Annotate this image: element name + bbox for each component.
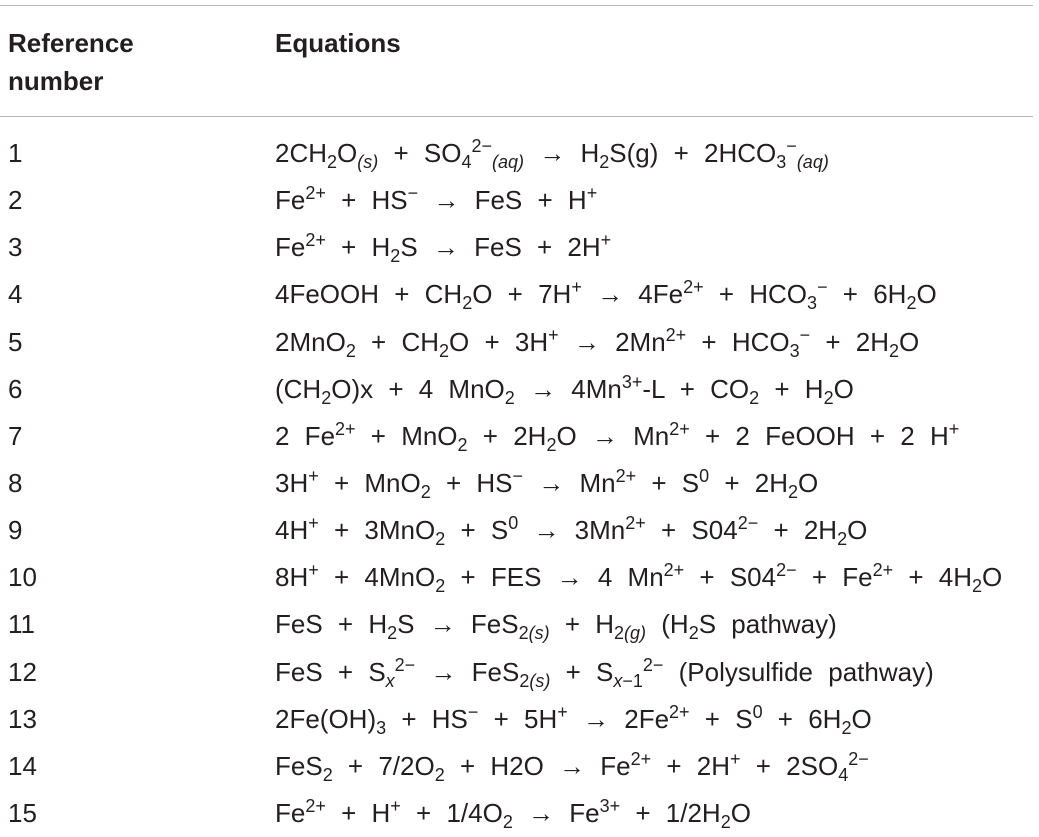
equation-segment: → FeS + H xyxy=(418,185,587,216)
equation-segment: + 7/2O xyxy=(332,750,435,781)
equation-segment: + xyxy=(548,324,559,345)
equation-segment: + CH xyxy=(355,326,440,357)
equation-segment: O xyxy=(982,562,1003,593)
table-row xyxy=(0,177,1039,224)
equation-segment: → Mn xyxy=(523,467,616,498)
equation-segment: 2+ xyxy=(305,795,326,816)
equation-segment: + 2H xyxy=(810,326,890,357)
table-row xyxy=(0,224,1039,271)
table-row xyxy=(0,790,1039,837)
equation xyxy=(275,366,854,413)
equation-segment: 2− xyxy=(737,513,759,534)
equation-segment: + xyxy=(730,748,741,769)
equation-segment: + 6H xyxy=(827,279,907,310)
equation-segment: → FeS xyxy=(415,656,520,687)
equation-segment: 2 xyxy=(390,246,401,267)
equation-segment: S → FeS + 2H xyxy=(400,232,601,263)
equation-segment: − xyxy=(512,465,524,486)
equation-segment: (s) xyxy=(528,623,550,644)
equation-segment: O xyxy=(833,373,854,404)
equation-segment: O xyxy=(798,467,819,498)
equation-segment: 0 xyxy=(508,513,519,534)
equation-segment: 8H xyxy=(275,562,309,593)
equation xyxy=(275,177,597,224)
equation-segment: + xyxy=(308,560,319,581)
table-row xyxy=(0,271,1039,318)
equation-segment: + xyxy=(586,183,598,204)
equation-segment: (s) xyxy=(357,152,379,172)
equation-segment: O xyxy=(337,138,358,168)
equation-segment: 2 xyxy=(519,670,530,691)
reference-number: 10 xyxy=(8,562,37,593)
equation xyxy=(275,743,869,790)
header-reference-number: Reference number xyxy=(8,28,134,96)
equation xyxy=(275,130,829,177)
equation-segment: 4H xyxy=(275,515,309,546)
header-equations: Equations xyxy=(275,28,401,58)
equation-segment: 2Fe(OH) xyxy=(275,703,377,734)
equation-segment: -L + CO xyxy=(642,373,750,404)
equation-segment: 2 xyxy=(321,387,332,408)
equation-segment: + 5H xyxy=(478,703,558,734)
equation-segment: + S xyxy=(689,703,753,734)
equation-segment: + H xyxy=(325,232,391,263)
table-row xyxy=(0,413,1039,460)
equation-segment: 2+ xyxy=(872,560,894,581)
table-row xyxy=(0,649,1039,696)
equation xyxy=(275,601,837,648)
equation-segment: + xyxy=(557,701,568,722)
equation-segment: 2 xyxy=(504,387,515,408)
equation-segment: + H xyxy=(325,797,391,828)
equation-segment: 2MnO xyxy=(275,326,346,357)
equation-segment: − xyxy=(799,324,811,345)
equation xyxy=(275,507,867,554)
reference-number: 5 xyxy=(8,326,23,357)
equation-segment: 2+ xyxy=(625,513,646,534)
table-row xyxy=(0,460,1039,507)
equation-segment: 2 xyxy=(889,340,900,361)
equation-segment: O + 7H xyxy=(472,279,572,310)
equation-segment: (g) xyxy=(624,623,647,644)
reference-number: 1 xyxy=(8,138,23,168)
equation-segment: + S xyxy=(550,656,614,687)
table-row xyxy=(0,366,1039,413)
reference-number: 14 xyxy=(8,750,37,781)
equation-segment: 3 xyxy=(807,293,818,314)
equation-segment: → Fe xyxy=(512,797,600,828)
reference-number: 11 xyxy=(8,609,35,640)
equation-segment: 2 xyxy=(972,576,983,597)
equation-segment: Fe xyxy=(275,232,306,263)
equation-segment: + 2H xyxy=(651,750,731,781)
table-header xyxy=(0,24,1039,104)
equation-segment: 2 xyxy=(841,717,852,738)
equation-segment: + HS xyxy=(430,467,513,498)
equation-segment: x xyxy=(385,670,395,691)
reference-number: 2 xyxy=(8,185,23,216)
equation-segment: + SO xyxy=(378,138,462,168)
equation-segment: 2 xyxy=(387,623,398,644)
equation-segment: 2 xyxy=(502,811,513,832)
equation-segment: x xyxy=(613,670,623,691)
equation-segment: + xyxy=(308,513,319,534)
equation-segment: O → Mn xyxy=(556,420,670,451)
equation-segment: S(g) + 2HCO xyxy=(609,138,777,168)
equation-segment: + HCO xyxy=(686,326,790,357)
equation xyxy=(275,319,919,366)
reference-number: 13 xyxy=(8,703,37,734)
equation xyxy=(275,696,872,743)
equation-segment: 2 xyxy=(322,764,333,785)
equation-segment: (Polysulfide pathway) xyxy=(663,656,934,687)
header-rule xyxy=(0,116,1033,117)
equation-segment: + HS xyxy=(386,703,468,734)
equation-segment: + 2 FeOOH + 2 H xyxy=(689,420,949,451)
table-row xyxy=(0,130,1039,177)
equation-segment: 2 xyxy=(439,340,450,361)
table-row xyxy=(0,601,1039,648)
equation-segment: 2 xyxy=(434,764,445,785)
equation-segment: 3+ xyxy=(599,795,621,816)
equation-segment: O xyxy=(847,515,868,546)
equation-segment: 2 xyxy=(823,387,834,408)
equation-segment: 3H xyxy=(275,467,309,498)
reference-number: 3 xyxy=(8,232,23,263)
equation-segment: + H xyxy=(759,373,824,404)
equation-segment: 2− xyxy=(471,136,493,156)
equation-segment: + S04 xyxy=(645,515,738,546)
equation-segment: + xyxy=(600,230,612,251)
equation-segment: + MnO xyxy=(318,467,421,498)
equation-segment: 2 xyxy=(518,623,529,644)
equation-segment: FeS + S xyxy=(275,656,386,687)
equation-segment: + 2SO xyxy=(740,750,839,781)
equation-segment: 2+ xyxy=(630,748,652,769)
reference-number: 7 xyxy=(8,420,23,451)
equation-segment: 3+ xyxy=(621,371,643,392)
reference-number: 12 xyxy=(8,656,37,687)
equation-segment: → 2Mn xyxy=(558,326,666,357)
equation-segment: + S xyxy=(636,467,700,498)
equation-segment: + 3MnO xyxy=(318,515,436,546)
equation-segment: 3 xyxy=(376,717,387,738)
equation-segment: + HS xyxy=(325,185,408,216)
equation-segment: + 2H xyxy=(709,467,789,498)
equation-segment: 2+ xyxy=(335,418,356,439)
equation-segment: 2 xyxy=(435,529,446,550)
equation-segment: + xyxy=(948,418,960,439)
equation-segment: + 4H xyxy=(893,562,973,593)
equation-segment: Fe xyxy=(275,185,306,216)
equation-segment: 0 xyxy=(699,465,710,486)
equation-segment: + H xyxy=(549,609,615,640)
table-row xyxy=(0,696,1039,743)
equation-segment: 2 xyxy=(599,152,610,172)
equation-segment: 2 xyxy=(546,434,557,455)
reference-number: 8 xyxy=(8,467,23,498)
equation xyxy=(275,413,959,460)
equation-segment: → 4Mn xyxy=(514,373,622,404)
equation-segment: + 2H xyxy=(758,515,838,546)
reference-number: 4 xyxy=(8,279,23,310)
equation-segment: + xyxy=(390,795,401,816)
equation-segment: 2 xyxy=(420,481,431,502)
equation-segment: (CH xyxy=(275,373,322,404)
equation-segment: 2 xyxy=(435,576,446,597)
equation-segment: 2CH xyxy=(275,138,328,168)
equation-segment: 2 xyxy=(614,623,625,644)
equation-segment: 2 Fe xyxy=(275,420,336,451)
equation-segment: + 2H xyxy=(467,420,547,451)
table-row xyxy=(0,319,1039,366)
equation-segment: O xyxy=(730,797,751,828)
equation-segment: (H xyxy=(646,609,689,640)
equation-segment: O xyxy=(899,326,920,357)
equation xyxy=(275,554,1002,601)
equation xyxy=(275,224,611,271)
equation-segment: 2 xyxy=(345,340,356,361)
equation-segment: 2+ xyxy=(663,560,685,581)
equation-segment: 2 xyxy=(688,623,699,644)
equation-segment: 4 xyxy=(461,152,472,172)
equation-segment: −1 xyxy=(622,670,643,691)
equation-segment: 3 xyxy=(776,152,787,172)
equation-segment: 2− xyxy=(394,654,416,675)
equation-segment: + FES → 4 Mn xyxy=(445,562,664,593)
equation-segment: Fe xyxy=(275,797,306,828)
equation-segment: 2+ xyxy=(683,277,704,298)
equation-segment: O + 3H xyxy=(449,326,549,357)
equation-segment: S pathway) xyxy=(698,609,837,640)
equation-segment: (s) xyxy=(529,670,551,691)
equation xyxy=(275,271,937,318)
equation-segment: FeS xyxy=(275,750,323,781)
equation-segment: 2+ xyxy=(615,465,637,486)
equation-segment: 4FeOOH + CH xyxy=(275,279,463,310)
equation-segment: → H xyxy=(524,138,600,168)
equation-segment: FeS + H xyxy=(275,609,388,640)
equation-segment: + 1/2H xyxy=(620,797,721,828)
equation-segment: + S xyxy=(445,515,509,546)
equation-segment: O xyxy=(916,279,937,310)
equation-segment: + xyxy=(571,277,582,298)
equation-segment: 2 xyxy=(788,481,799,502)
equation-segment: 2 xyxy=(837,529,848,550)
equation-segment: → 2Fe xyxy=(567,703,670,734)
equation-segment: 2 xyxy=(906,293,917,314)
equation-segment: 2+ xyxy=(669,701,690,722)
reference-number: 6 xyxy=(8,373,23,404)
equation-segment: (aq) xyxy=(796,152,829,172)
equation-segment: 2+ xyxy=(669,418,690,439)
equation-segment: 2− xyxy=(776,560,797,581)
equation-segment: 2− xyxy=(848,748,869,769)
equation-segment: 2 xyxy=(720,811,731,832)
equation-segment: 2 xyxy=(457,434,468,455)
equation-segment: + 4MnO xyxy=(318,562,436,593)
equation-segment: − xyxy=(467,701,479,722)
equation-segment: − xyxy=(407,183,419,204)
equation-segment: O)x + 4 MnO xyxy=(331,373,505,404)
equation-segment: S → FeS xyxy=(397,609,519,640)
equation-segment: + HCO xyxy=(703,279,808,310)
equation-segment: − xyxy=(817,277,828,298)
equation-segment: + 1/4O xyxy=(400,797,503,828)
equation-segment: 2+ xyxy=(305,183,326,204)
equation-segment: + xyxy=(308,465,319,486)
table-body xyxy=(0,130,1039,837)
equation-segment: 2+ xyxy=(665,324,687,345)
equation xyxy=(275,460,818,507)
reference-number: 9 xyxy=(8,515,23,546)
equation xyxy=(275,790,751,837)
equation-segment: 2 xyxy=(327,152,338,172)
equation-segment: → 4Fe xyxy=(581,279,684,310)
equation xyxy=(275,649,934,696)
table-top-rule xyxy=(0,5,1033,6)
equation-segment: O xyxy=(851,703,872,734)
table-row xyxy=(0,743,1039,790)
table-row xyxy=(0,507,1039,554)
equation-segment: − xyxy=(786,136,797,156)
equation-segment: 2− xyxy=(642,654,664,675)
reference-number: 15 xyxy=(8,797,37,828)
table-row xyxy=(0,554,1039,601)
equation-segment: (aq) xyxy=(492,152,525,172)
equation-segment: 0 xyxy=(752,701,763,722)
equation-segment: → 3Mn xyxy=(518,515,626,546)
equation-segment: 2 xyxy=(749,387,760,408)
equation-segment: 2 xyxy=(462,293,473,314)
equation-segment: + 6H xyxy=(762,703,842,734)
equation-segment: 2+ xyxy=(305,230,326,251)
equation-segment: + S04 xyxy=(684,562,777,593)
equation-segment: + MnO xyxy=(355,420,458,451)
equation-segment: 3 xyxy=(789,340,800,361)
equation-segment: + H2O → Fe xyxy=(444,750,631,781)
equation-segment: + Fe xyxy=(796,562,873,593)
equation-segment: 4 xyxy=(838,764,849,785)
